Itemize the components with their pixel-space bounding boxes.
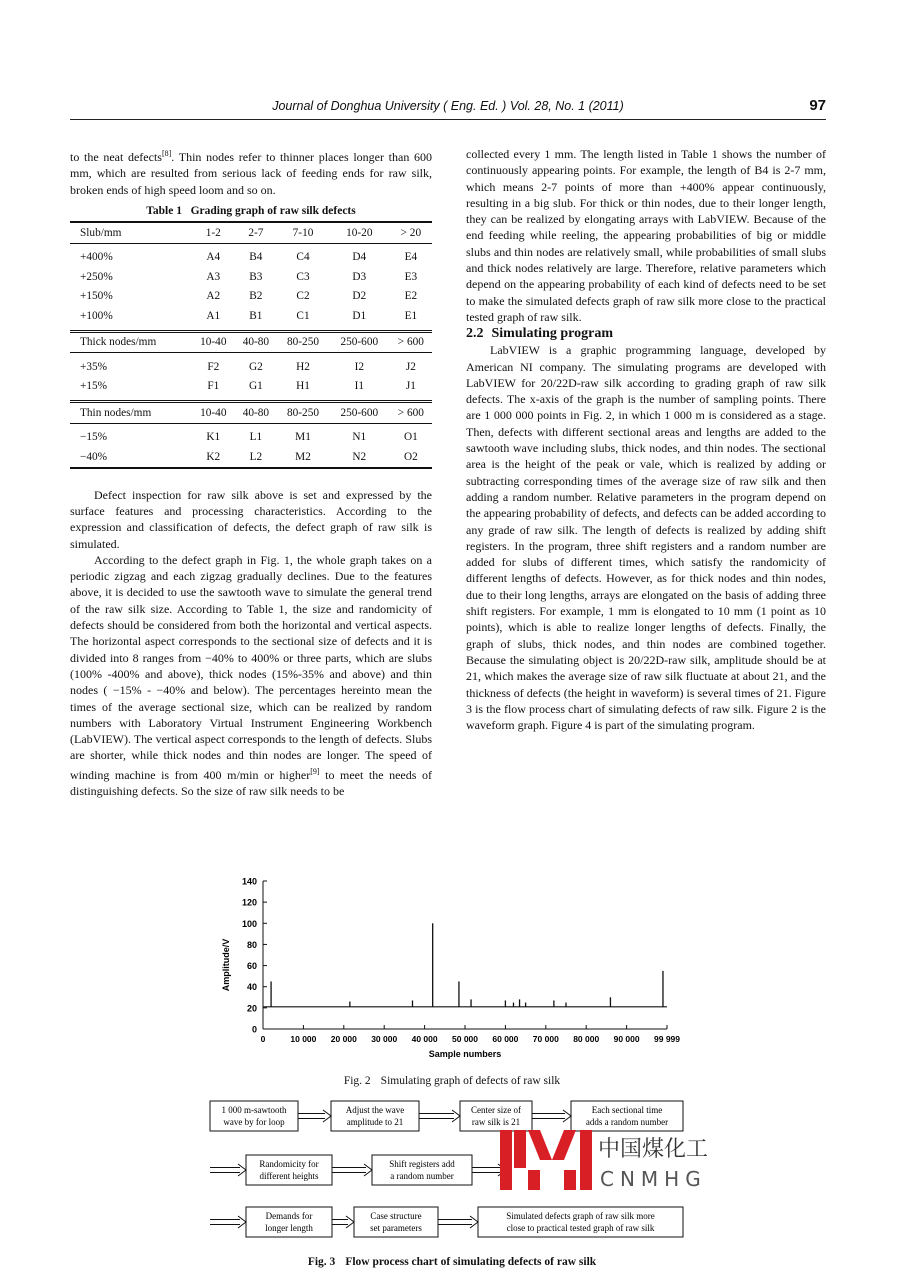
y-tick-label: 60: [246, 961, 257, 972]
flow-box-label: Shift registers add: [389, 1159, 455, 1169]
flow-box-label: amplitude to 21: [346, 1117, 404, 1127]
table-cell: J2: [405, 360, 416, 373]
flow-box-label: Simulated defects graph of raw silk more: [506, 1211, 655, 1221]
flow-box-label: Case structure: [370, 1211, 422, 1221]
table-header-cell: 7-10: [277, 222, 329, 243]
y-tick-label: 20: [246, 1003, 257, 1014]
flow-box-label: longer length: [265, 1223, 313, 1233]
table-row: [70, 447, 432, 468]
y-tick-label: 140: [241, 876, 257, 887]
table-row: [70, 428, 432, 448]
flow-box-label: raw silk is 21: [471, 1117, 521, 1127]
table-header-cell: 40-80: [235, 402, 278, 424]
table-cell: B3: [249, 270, 263, 283]
flow-box-label: Each sectional time: [591, 1105, 663, 1115]
table-cell: E2: [404, 290, 418, 303]
table-cell: D4: [352, 251, 367, 264]
table-header-cell: > 600: [390, 331, 432, 353]
y-tick-label: 40: [246, 982, 257, 993]
table-cell: F1: [207, 380, 220, 393]
table-header-cell: Thick nodes/mm: [70, 331, 192, 353]
table-cell: N1: [352, 431, 367, 444]
table-cell: C4: [296, 251, 310, 264]
figure-2-caption: Fig. 2 Simulating graph of defects of raw silk: [343, 1075, 561, 1087]
flow-arrow: [332, 1164, 372, 1176]
table-row: [70, 267, 432, 287]
table-cell: H1: [296, 380, 310, 393]
x-tick-label: 30 000: [371, 1034, 398, 1044]
x-tick-label: 50 000: [452, 1034, 479, 1044]
table-cell: D2: [352, 290, 367, 303]
table-header-cell: 250-600: [329, 402, 390, 424]
y-tick-label: 120: [241, 897, 257, 908]
y-tick-label: 0: [251, 1024, 257, 1035]
body-paragraph: collected every 1 mm. The length listed in Table 1 shows the number of continuously appearing points. For example, the length of B4 is 2-7 mm, which means 2-7 points of more than +400% appear continuously, resulting in a big slub. For thick or thin nodes, due to their longer length, they can be realized by elongating arrays with LabVIEW. Because of the end feeding while reeling, the appearing probabilities of big or middle slubs and thin nodes are relatively small, while probabilities of small slubs and thick nodes relatively are large. Therefore, relative parameters which depend on the appearing probability of each kind of defects need to be set to make the simulated defects graph of raw silk more close to the practical tested graph of raw silk.: [466, 147, 826, 324]
flow-arrow: [332, 1216, 354, 1228]
x-tick-label: 60 000: [492, 1034, 519, 1044]
y-tick-label: 100: [241, 918, 257, 929]
table-cell: A2: [206, 290, 221, 303]
x-tick-label: 80 000: [573, 1034, 600, 1044]
table-cell: L1: [249, 431, 263, 444]
flow-box-label: Center size of: [471, 1105, 521, 1115]
table-header-cell: Slub/mm: [70, 222, 192, 243]
table-cell: +15%: [80, 380, 108, 393]
table-cell: I1: [354, 380, 364, 393]
table-cell: C1: [296, 309, 310, 322]
table-cell: D3: [352, 270, 367, 283]
table-cell: F2: [207, 360, 220, 373]
table-header-cell: 2-7: [235, 222, 278, 243]
table-cell: A4: [206, 251, 221, 264]
table-row: [70, 357, 432, 377]
body-paragraph: Defect inspection for raw silk above is set and expressed by the surface features and processing characteristics. According to the expression and classification of defects, the defect graph of raw silk is simulated.: [70, 487, 432, 551]
table-cell: +250%: [80, 270, 113, 283]
table-header-cell: 10-20: [329, 222, 390, 243]
flow-box-label: Adjust the wave: [345, 1105, 405, 1115]
intro-paragraph: to the neat defects[8]. Thin nodes refer to thinner places longer than 600 mm, which are resulted from serious lack of feeding ends for raw silk, broken ends of high speed loom and so on.: [70, 149, 432, 197]
table-cell: A3: [206, 270, 221, 283]
flow-box-label: Randomicity for: [259, 1159, 319, 1169]
x-tick-label: 90 000: [613, 1034, 640, 1044]
y-axis-label: Amplitude/V: [221, 938, 231, 992]
left-column: [70, 146, 432, 799]
table-header-cell: 80-250: [277, 331, 329, 353]
table-header-cell: Thin nodes/mm: [70, 402, 192, 424]
table-header-cell: 40-80: [235, 331, 278, 353]
body-paragraph: According to the defect graph in Fig. 1, the whole graph takes on a periodic zigzag and each zigzag gradually declines. Due to the features above, it is decided to use the sawtooth wave to simulate the general trend of the raw silk size. According to Table 1, the size and randomicity of defects should be considered from both the horizontal and vertical aspects. The horizontal aspect corresponds to the sectional size of defects and it is divided into 8 ranges from −40% to 400% or three parts, which are slubs (100% -400% and above), thick nodes (15%-35% and above) and thin nodes ( −15% - −40% and below). The percentages hereinto mean the times of the average sectional size, which can be realized by random numbers with Laboratory Virtual Instrument Engineering Workbench (LabVIEW). The vertical aspect corresponds to the length of defects. Slubs are shorter, while thick nodes and thin nodes are longer. The speed of winding machine is from 400 m/min or higher[9] to meet the needs of distinguishing defects. So the size of raw silk needs to be: [70, 552, 432, 799]
body-paragraph: LabVIEW is a graphic programming language, developed by American NI company. The simulating programs are developed with LabVIEW for 20/22D-raw silk according to grading graph of raw silk defects. The x-axis of the graph is the number of sampling points. There are 1 000 000 points in Fig. 2, in which 1 000 m is considered as a stage. Then, defects with different sectional areas and lengths are added to the sawtooth wave including slubs, thick nodes, and thin nodes. The sectional area is the height of the peak or vale, which is realized by adding or subtracting corresponding times of the average size of raw silk and then adding a random number. Relative parameters in the program depend on the appearing probability of defects, and defects can be added according to any grade of raw silk. The length of defects is realized by adding shift registers. In the program, three shift registers and a random number are added for slubs of different times, which satisfy the randomicity of different lengths of defects. However, as for thick nodes and thin nodes, due to their long lengths, arrays are elongated on the basis of adding three shift registers. For example, 1 mm is elongated to 10 mm (1 point as 10 points), which is able to realize longer lengths of defects. Finally, the graph of slubs, thick nodes, and thin nodes are combined together. Because the simulating object is 20/22D-raw silk, amplitude should be at 21, which makes the average size of raw silk fluctuate at about 21, and the thickness of defects (the height in waveform) is several times of 21. Figure 3 is the flow process chart of simulating defects of raw silk. Figure 2 is the waveform graph. Figure 4 is part of the simulating program.: [466, 343, 826, 733]
table-cell: B4: [249, 251, 263, 264]
table-header-cell: 250-600: [329, 331, 390, 353]
table-cell: K2: [192, 447, 235, 468]
flow-box-label: a random number: [390, 1171, 454, 1181]
table-cell: O2: [390, 447, 432, 468]
running-header: [70, 97, 826, 120]
table-cell: +150%: [80, 290, 113, 303]
x-axis-label: Sample numbers: [428, 1049, 502, 1059]
table-header-cell: > 20: [390, 222, 432, 243]
x-tick-label: 99 999: [654, 1034, 680, 1044]
table-cell: O1: [403, 431, 418, 444]
table-row: [70, 287, 432, 307]
table-cell: K1: [206, 431, 221, 444]
table-cell: C3: [296, 270, 310, 283]
flow-box-label: 1 000 m-sawtooth: [221, 1105, 287, 1115]
table-cell: B1: [249, 309, 263, 322]
figure-3-caption: Fig. 3 Flow process chart of simulating defects of raw silk: [307, 1256, 597, 1268]
section-heading: 2.2 Simulating program: [466, 326, 613, 342]
journal-title: Journal of Donghua University ( Eng. Ed. ) Vol. 28, No. 1 (2011): [272, 99, 624, 113]
flow-arrow: [210, 1216, 246, 1228]
simulating-graph: [215, 873, 695, 1063]
logo-en-text: CNMHG: [600, 1167, 707, 1191]
table-cell: M2: [277, 447, 329, 468]
table-cell: −40%: [70, 447, 192, 468]
table-header-cell: 80-250: [277, 402, 329, 424]
table-cell: D1: [352, 309, 367, 322]
table-cell: L2: [235, 447, 278, 468]
x-tick-label: 10 000: [290, 1034, 317, 1044]
flow-arrow: [438, 1216, 478, 1228]
x-tick-label: 0: [260, 1034, 266, 1044]
table-cell: M1: [295, 431, 311, 444]
logo-cn-text: 中国煤化工: [598, 1137, 709, 1162]
flow-box-label: set parameters: [370, 1223, 422, 1233]
table-cell: N2: [329, 447, 390, 468]
grading-table: [70, 221, 432, 473]
table-caption: Table 1 Grading graph of raw silk defects: [146, 204, 356, 217]
table-row: [70, 377, 432, 397]
x-tick-label: 40 000: [411, 1034, 438, 1044]
table-header-cell: 10-40: [192, 331, 235, 353]
flow-arrow: [298, 1110, 331, 1122]
x-tick-label: 20 000: [330, 1034, 357, 1044]
table-cell: E3: [404, 270, 418, 283]
page-number: 97: [809, 97, 826, 114]
x-tick-label: 70 000: [532, 1034, 559, 1044]
table-header-row: [70, 402, 432, 424]
table-header-cell: > 600: [390, 402, 432, 424]
table-cell: H2: [296, 360, 310, 373]
right-column: [466, 146, 826, 733]
flow-box-label: wave by for loop: [223, 1117, 285, 1127]
table-header-cell: 10-40: [192, 402, 235, 424]
table-row: [70, 248, 432, 268]
table-cell: E1: [404, 309, 418, 322]
table-cell: B2: [249, 290, 263, 303]
table-cell: C2: [296, 290, 310, 303]
flow-box-label: different heights: [259, 1171, 319, 1181]
table-cell: E4: [404, 251, 418, 264]
flow-arrow: [419, 1110, 460, 1122]
flow-box-label: Demands for: [265, 1211, 313, 1221]
table-cell: +35%: [80, 360, 108, 373]
table-cell: G2: [248, 360, 263, 373]
flow-box-label: adds a random number: [585, 1117, 669, 1127]
table-cell: −15%: [80, 431, 108, 444]
flow-box-label: close to practical tested graph of raw silk: [506, 1223, 655, 1233]
table-header-cell: 1-2: [192, 222, 235, 243]
y-tick-label: 80: [246, 939, 257, 950]
table-header-row: [70, 331, 432, 353]
flow-arrow: [210, 1164, 246, 1176]
table-cell: J1: [405, 380, 416, 393]
table-header-row: [70, 222, 432, 243]
table-row: [70, 306, 432, 326]
table-cell: +400%: [80, 251, 113, 264]
table-cell: G1: [248, 380, 263, 393]
table-cell: A1: [206, 309, 221, 322]
cnmhg-logo: [500, 1120, 720, 1200]
table-cell: I2: [354, 360, 364, 373]
table-cell: +100%: [80, 309, 113, 322]
